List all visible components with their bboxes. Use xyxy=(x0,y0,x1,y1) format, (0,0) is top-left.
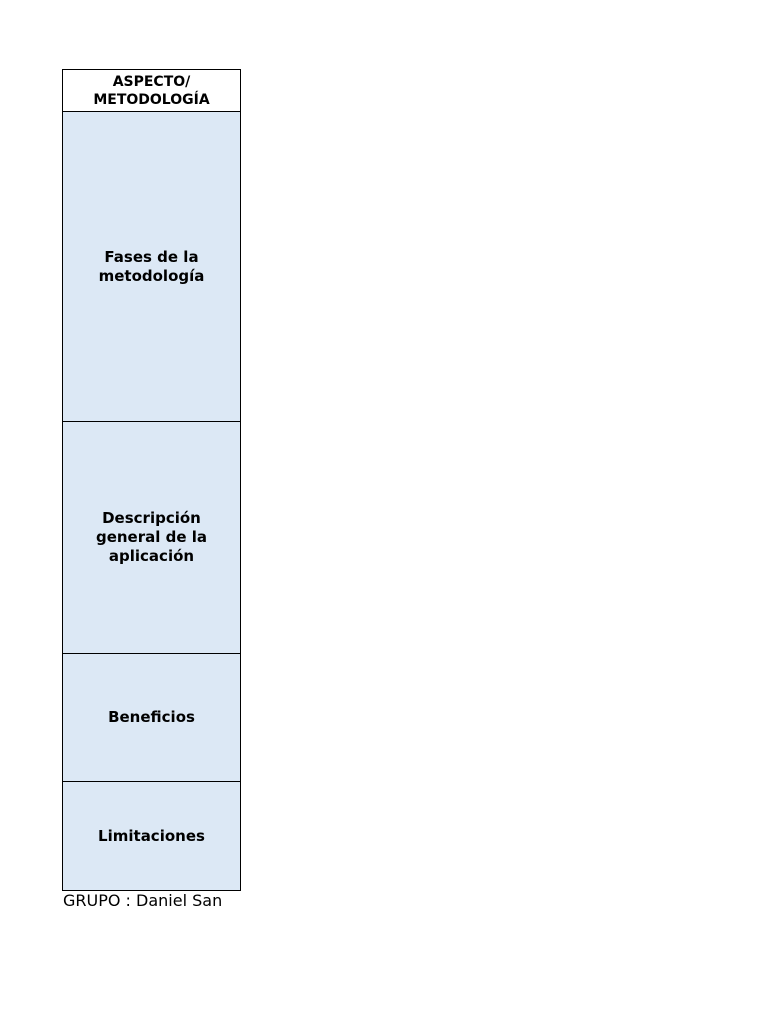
table-row-benefits xyxy=(63,654,240,782)
table-row-phases xyxy=(63,112,240,422)
table-header-label: ASPECTO/ METODOLOGÍA xyxy=(93,73,210,108)
aspect-methodology-table xyxy=(62,69,241,891)
table-header-cell xyxy=(63,70,240,112)
group-footer xyxy=(63,891,241,913)
row-label-benefits: Beneficios xyxy=(108,708,195,726)
table-row-limitations xyxy=(63,782,240,891)
row-label-limitations: Limitaciones xyxy=(98,826,205,845)
row-label-description: Descripción general de la aplicación xyxy=(95,509,208,565)
table-row-description xyxy=(63,422,240,654)
group-footer-text: GRUPO : Daniel San xyxy=(63,891,223,910)
row-label-phases: Fases de la metodología xyxy=(98,247,205,285)
